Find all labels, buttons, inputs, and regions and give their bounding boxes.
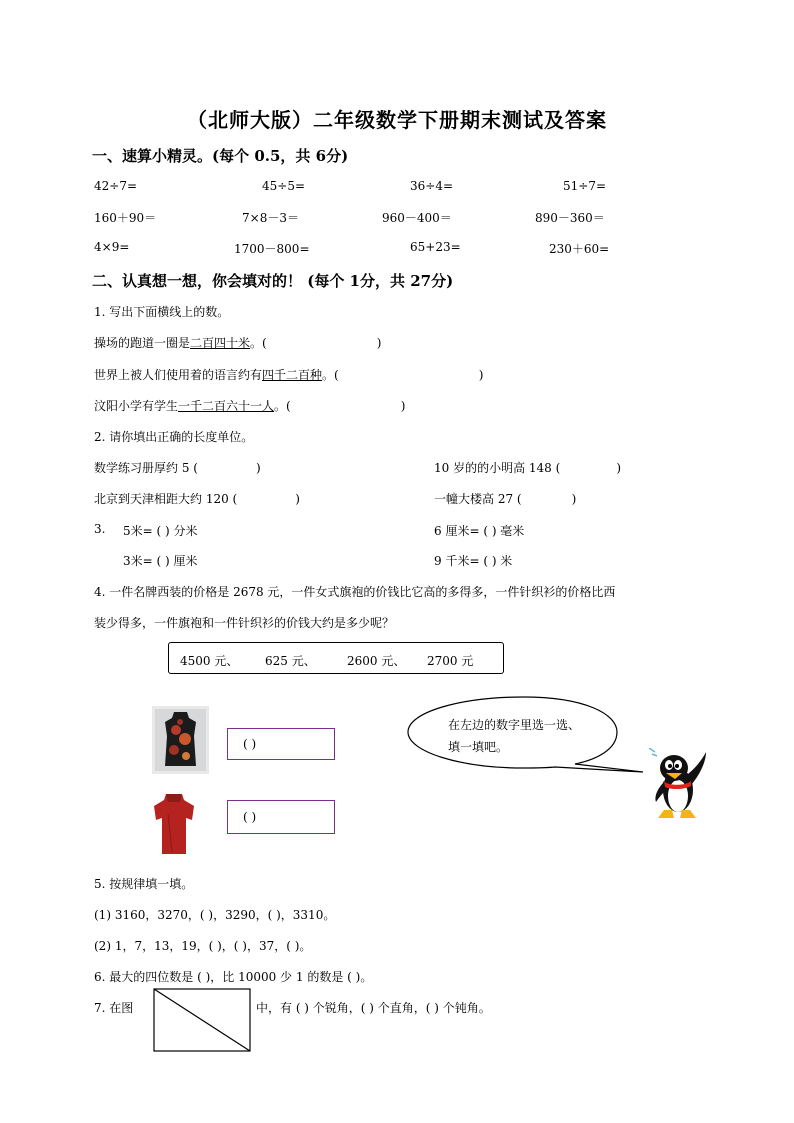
calc-cell: 65+23= — [410, 240, 461, 254]
q1-item: 操场的跑道一圈是二百四十米。( ) — [94, 336, 382, 350]
price-option: 2600 元、 — [347, 654, 406, 668]
q7-pre: 7. 在图 — [94, 1001, 134, 1015]
section2-heading: 二、认真想一想，你会填对的！ (每个 1分，共 27分) — [92, 272, 454, 290]
answer-blank-qipao: ( ) — [243, 737, 257, 751]
calc-cell: 890－360＝ — [535, 211, 605, 225]
section1-heading: 一、速算小精灵。(每个 0.5，共 6分) — [92, 147, 349, 165]
bubble-text-line1: 在左边的数字里选一选、 — [448, 718, 581, 732]
calc-cell: 7×8－3＝ — [242, 211, 299, 225]
penguin-icon — [644, 748, 712, 822]
q3-item: 6 厘米= ( ) 毫米 — [434, 524, 525, 538]
bubble-text-line2: 填一填吧。 — [448, 740, 509, 754]
price-option: 625 元、 — [265, 654, 316, 668]
qipao-image — [152, 706, 209, 774]
calc-cell: 960－400＝ — [382, 211, 452, 225]
q2-item: 10 岁的的小明高 148 ( ) — [434, 461, 621, 475]
q1-item: 世界上被人们使用着的语言约有四千二百种。( ) — [94, 368, 484, 382]
q3-item: 5米= ( ) 分米 — [123, 524, 198, 538]
calc-cell: 42÷7= — [94, 179, 138, 193]
q5-line2: (2) 1，7，13，19，( )，( )，37，( )。 — [94, 939, 312, 953]
q2-item: 北京到天津相距大约 120 ( ) — [94, 492, 300, 506]
speech-bubble — [405, 694, 645, 774]
q3-item: 9 千米= ( ) 米 — [434, 554, 513, 568]
calc-cell: 230＋60= — [549, 242, 610, 256]
q2-item: 数学练习册厚约 5 ( ) — [94, 461, 261, 475]
calc-cell: 51÷7= — [563, 179, 607, 193]
q2-item: 一幢大楼高 27 ( ) — [434, 492, 577, 506]
sweater-image — [152, 790, 196, 856]
calc-cell: 4×9= — [94, 240, 130, 254]
q1-item: 汶阳小学有学生一千二百六十一人。( ) — [94, 399, 406, 413]
q5-line1: (1) 3160，3270，( )，3290，( )，3310。 — [94, 908, 336, 922]
q7-post: 中，有 ( ) 个锐角，( ) 个直角，( ) 个钝角。 — [256, 1001, 491, 1015]
q3-item: 3米= ( ) 厘米 — [123, 554, 198, 568]
calc-cell: 1700－800= — [234, 242, 310, 256]
rectangle-diagram — [153, 988, 251, 1052]
q4-text-line1: 4. 一件名牌西装的价格是 2678 元，一件女式旗袍的价钱比它高的多得多，一件针织衫的价格比西 — [94, 585, 616, 599]
answer-blank-sweater: ( ) — [243, 810, 257, 824]
q5-label: 5. 按规律填一填。 — [94, 877, 194, 891]
q6-text: 6. 最大的四位数是 ( )，比 10000 少 1 的数是 ( )。 — [94, 970, 373, 984]
q1-label: 1. 写出下面横线上的数。 — [94, 305, 230, 319]
q2-label: 2. 请你填出正确的长度单位。 — [94, 430, 254, 444]
price-option: 4500 元、 — [180, 654, 239, 668]
q4-text-line2: 装少得多，一件旗袍和一件针织衫的价钱大约是多少呢？ — [94, 616, 395, 630]
calc-cell: 36÷4= — [410, 179, 454, 193]
calc-cell: 45÷5= — [262, 179, 306, 193]
q3-number: 3. — [94, 522, 106, 536]
calc-cell: 160＋90＝ — [94, 211, 157, 225]
page-title: （北师大版）二年级数学下册期末测试及答案 — [187, 108, 607, 132]
price-option: 2700 元 — [427, 654, 474, 668]
